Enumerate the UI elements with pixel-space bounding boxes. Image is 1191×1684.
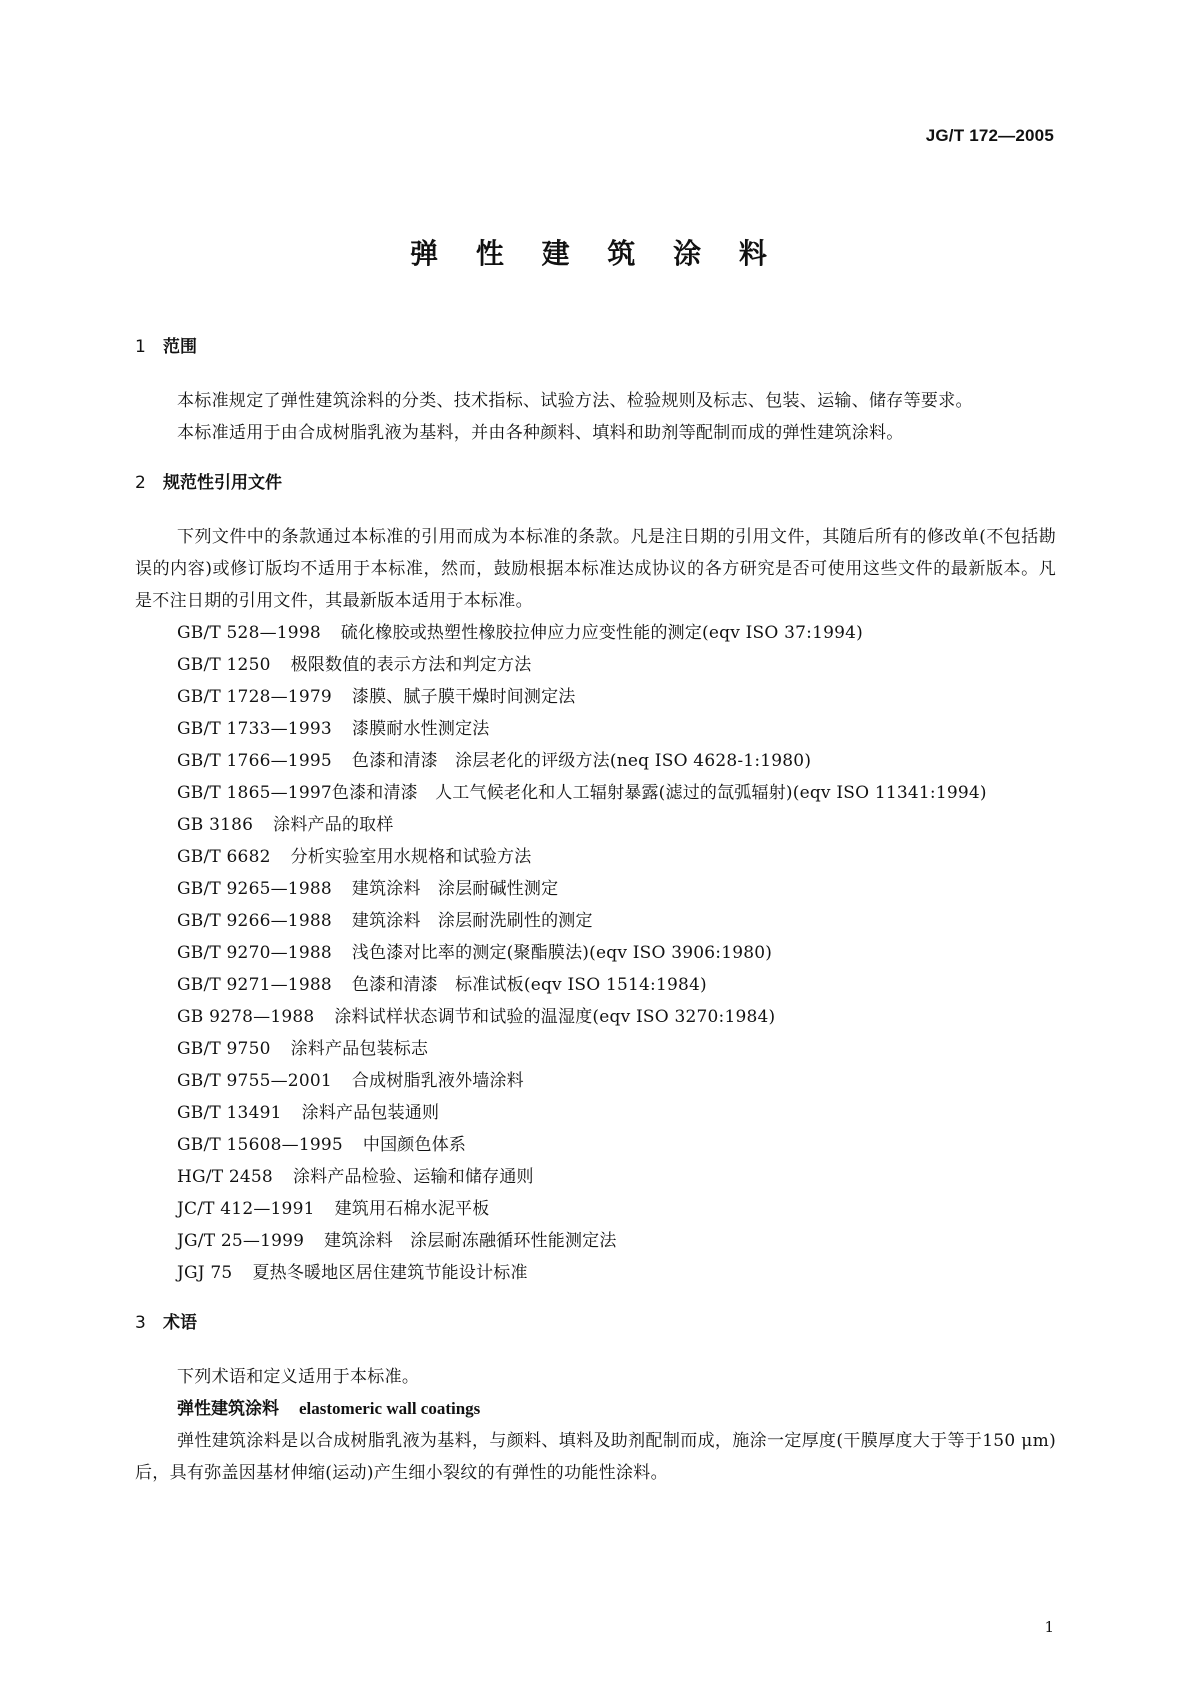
reference-code: HG/T 2458 bbox=[177, 1167, 273, 1187]
reference-item bbox=[135, 809, 1056, 841]
section-number: 3 bbox=[135, 1313, 146, 1333]
reference-title: 涂料试样状态调节和试验的温湿度(eqv ISO 3270:1984) bbox=[334, 1007, 776, 1027]
section-title: 范围 bbox=[163, 337, 197, 357]
references-intro: 下列文件中的条款通过本标准的引用而成为本标准的条款。凡是注日期的引用文件，其随后所有的修改单(不包括勘误的内容)或修订版均不适用于本标准，然而，鼓励根据本标准达成协议的各方研究是否可使用这些文件的最新版本。凡是不注日期的引用文件，其最新版本适用于本标准。 bbox=[135, 527, 1056, 611]
reference-code: GB/T 15608—1995 bbox=[177, 1135, 343, 1155]
term-definition: 弹性建筑涂料是以合成树脂乳液为基料，与颜料、填料及助剂配制而成，施涂一定厚度(干膜厚度大于等于150 μm)后，具有弥盖因基材伸缩(运动)产生细小裂纹的有弹性的功能性涂料。 bbox=[135, 1431, 1056, 1483]
reference-code: GB/T 528—1998 bbox=[177, 623, 321, 643]
section-heading-scope bbox=[135, 335, 1056, 359]
section-title: 规范性引用文件 bbox=[163, 473, 282, 493]
reference-code: GB/T 9266—1988 bbox=[177, 911, 332, 931]
term-chinese: 弹性建筑涂料 bbox=[177, 1399, 279, 1419]
reference-code: GB/T 9750 bbox=[177, 1039, 271, 1059]
section-title: 术语 bbox=[163, 1313, 197, 1333]
reference-title: 漆膜耐水性测定法 bbox=[351, 719, 490, 739]
reference-item bbox=[135, 649, 1056, 681]
reference-title: 中国颜色体系 bbox=[362, 1135, 467, 1155]
reference-title: 夏热冬暖地区居住建筑节能设计标准 bbox=[252, 1263, 528, 1283]
reference-code: GB/T 9270—1988 bbox=[177, 943, 332, 963]
reference-title: 硫化橡胶或热塑性橡胶拉伸应力应变性能的测定(eqv ISO 37:1994) bbox=[340, 623, 863, 643]
reference-title: 涂料产品包装通则 bbox=[301, 1103, 440, 1123]
reference-title: 建筑涂料 涂层耐冻融循环性能测定法 bbox=[324, 1231, 617, 1251]
reference-code: GB/T 1728—1979 bbox=[177, 687, 332, 707]
standard-code: JG/T 172—2005 bbox=[925, 126, 1054, 145]
section-heading-terms bbox=[135, 1311, 1056, 1335]
reference-item bbox=[135, 1225, 1056, 1257]
term-entry bbox=[135, 1393, 1056, 1425]
reference-item bbox=[135, 745, 1056, 777]
reference-title: 涂料产品检验、运输和储存通则 bbox=[292, 1167, 534, 1187]
reference-title: 漆膜、腻子膜干燥时间测定法 bbox=[351, 687, 576, 707]
reference-item bbox=[135, 937, 1056, 969]
reference-code: GB/T 1733—1993 bbox=[177, 719, 332, 739]
section-number: 1 bbox=[135, 337, 146, 357]
reference-title: 建筑用石棉水泥平板 bbox=[334, 1199, 490, 1219]
reference-title: 极限数值的表示方法和判定方法 bbox=[290, 655, 532, 675]
reference-list bbox=[135, 617, 1056, 1289]
reference-item bbox=[135, 1257, 1056, 1289]
section-heading-references bbox=[135, 471, 1056, 495]
reference-item bbox=[135, 1033, 1056, 1065]
scope-paragraph: 本标准适用于由合成树脂乳液为基料，并由各种颜料、填料和助剂等配制而成的弹性建筑涂料。 bbox=[177, 423, 904, 443]
reference-code: JGJ 75 bbox=[177, 1263, 233, 1283]
page-number: 1 bbox=[1044, 1618, 1054, 1636]
reference-code: GB/T 9755—2001 bbox=[177, 1071, 332, 1091]
reference-code: GB/T 9265—1988 bbox=[177, 879, 332, 899]
reference-title: 建筑涂料 涂层耐碱性测定 bbox=[351, 879, 559, 899]
reference-code: JC/T 412—1991 bbox=[177, 1199, 315, 1219]
reference-code: GB/T 1766—1995 bbox=[177, 751, 332, 771]
reference-item bbox=[135, 905, 1056, 937]
reference-item bbox=[135, 617, 1056, 649]
reference-item bbox=[135, 1097, 1056, 1129]
reference-item bbox=[135, 1193, 1056, 1225]
reference-code: JG/T 25—1999 bbox=[177, 1231, 305, 1251]
reference-title: 涂料产品包装标志 bbox=[290, 1039, 429, 1059]
reference-title: 合成树脂乳液外墙涂料 bbox=[351, 1071, 524, 1091]
reference-title: 色漆和清漆 标准试板(eqv ISO 1514:1984) bbox=[351, 975, 707, 995]
reference-title: 涂料产品的取样 bbox=[273, 815, 394, 835]
term-english: elastomeric wall coatings bbox=[299, 1399, 481, 1418]
section-number: 2 bbox=[135, 473, 146, 493]
reference-code: GB/T 13491 bbox=[177, 1103, 282, 1123]
reference-title: 色漆和清漆 人工气候老化和人工辐射暴露(滤过的氙弧辐射)(eqv ISO 11341:1994) bbox=[331, 783, 987, 803]
reference-item bbox=[135, 873, 1056, 905]
reference-item bbox=[135, 1065, 1056, 1097]
reference-title: 色漆和清漆 涂层老化的评级方法(neq ISO 4628-1:1980) bbox=[351, 751, 812, 771]
reference-item bbox=[135, 969, 1056, 1001]
reference-item bbox=[135, 777, 1056, 809]
reference-item bbox=[135, 1001, 1056, 1033]
reference-code: GB 9278—1988 bbox=[177, 1007, 315, 1027]
reference-item bbox=[135, 713, 1056, 745]
reference-title: 浅色漆对比率的测定(聚酯膜法)(eqv ISO 3906:1980) bbox=[351, 943, 773, 963]
reference-title: 分析实验室用水规格和试验方法 bbox=[290, 847, 532, 867]
reference-code: GB/T 1250 bbox=[177, 655, 271, 675]
reference-title: 建筑涂料 涂层耐洗刷性的测定 bbox=[351, 911, 593, 931]
scope-paragraph: 本标准规定了弹性建筑涂料的分类、技术指标、试验方法、检验规则及标志、包装、运输、储存等要求。 bbox=[177, 391, 973, 411]
document-body bbox=[135, 335, 1056, 1489]
reference-code: GB/T 6682 bbox=[177, 847, 271, 867]
reference-code: GB/T 1865—1997 bbox=[177, 783, 332, 803]
reference-item bbox=[135, 1161, 1056, 1193]
reference-code: GB 3186 bbox=[177, 815, 254, 835]
reference-item bbox=[135, 681, 1056, 713]
reference-item bbox=[135, 1129, 1056, 1161]
reference-item bbox=[135, 841, 1056, 873]
document-title: 弹 性 建 筑 涂 料 bbox=[410, 237, 781, 270]
reference-code: GB/T 9271—1988 bbox=[177, 975, 332, 995]
terms-intro: 下列术语和定义适用于本标准。 bbox=[177, 1367, 420, 1387]
